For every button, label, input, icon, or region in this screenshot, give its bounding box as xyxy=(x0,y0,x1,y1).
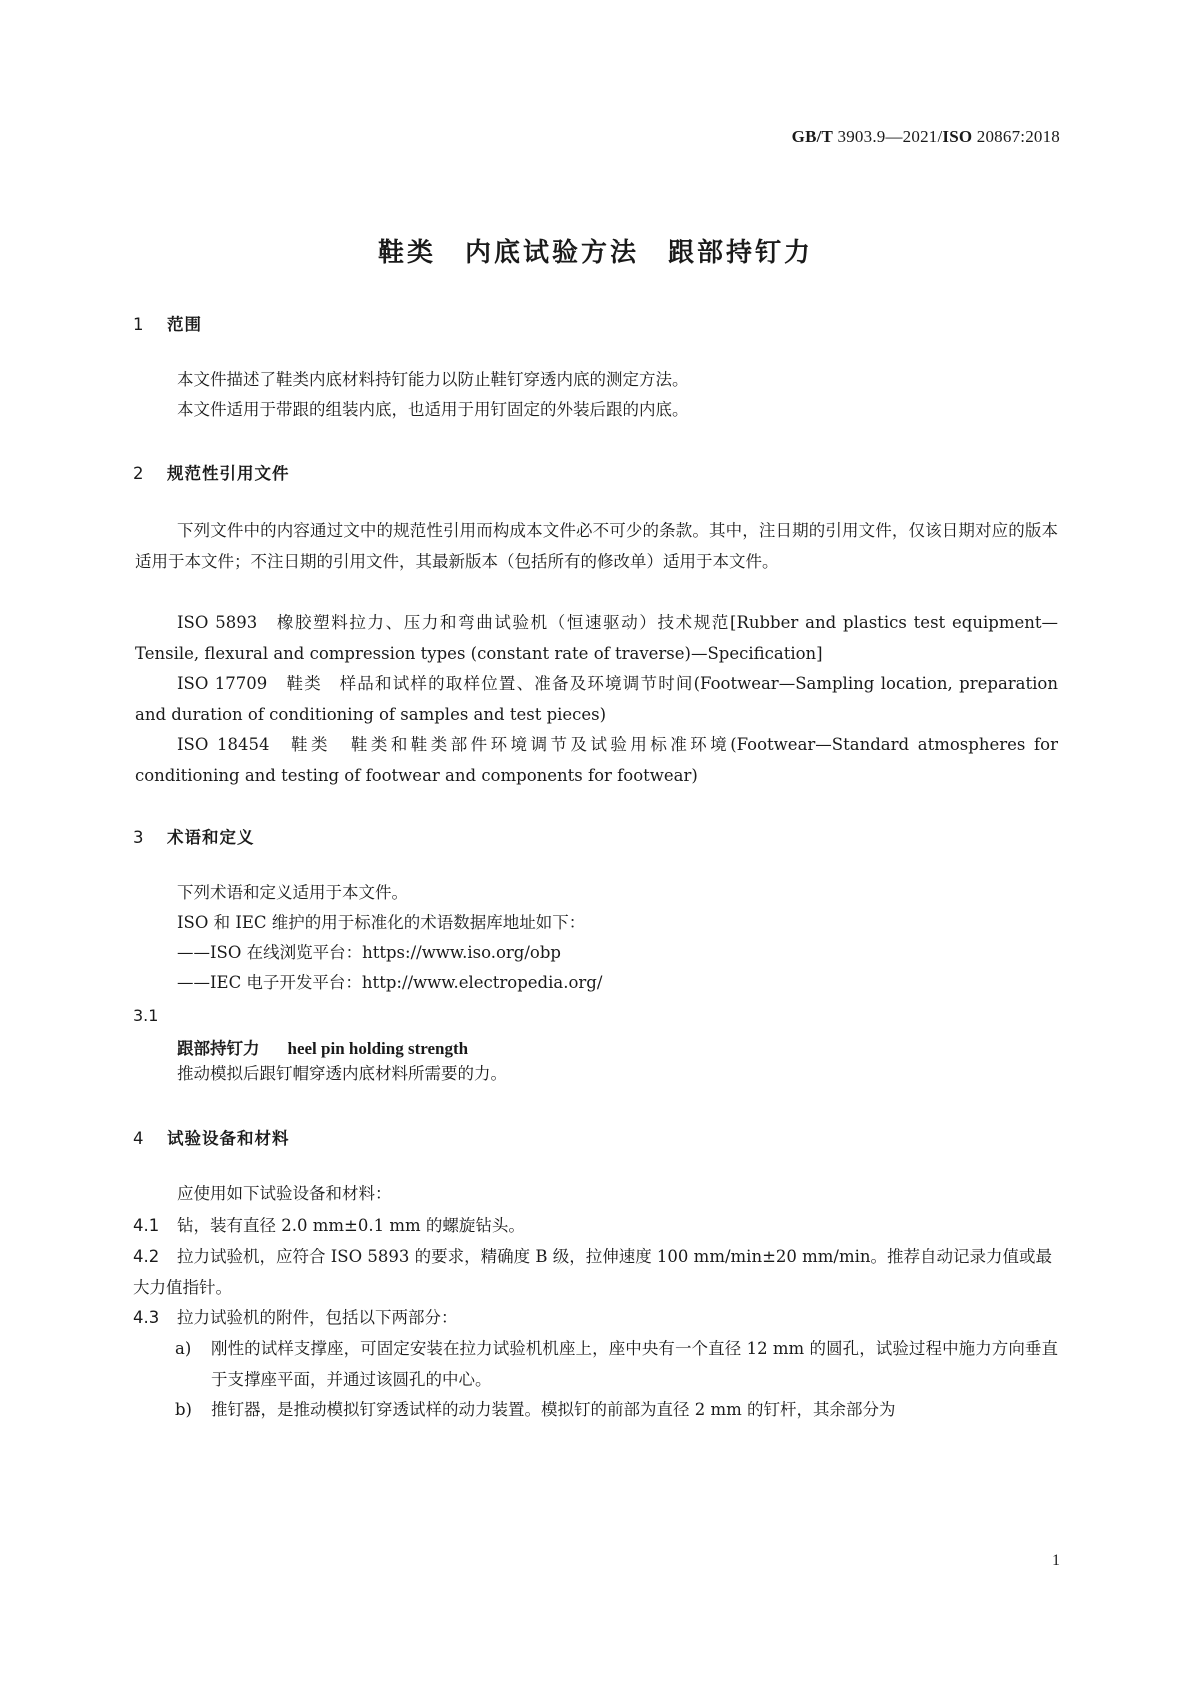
standard-code xyxy=(792,127,1060,147)
list-item xyxy=(175,1394,1058,1425)
section-1-paragraph-1: 本文件描述了鞋类内底材料持钉能力以防止鞋钉穿透内底的测定方法。 xyxy=(177,370,689,389)
page-number: 1 xyxy=(1052,1552,1060,1569)
item-number: 4.1 xyxy=(133,1216,160,1235)
reference-code: ISO 17709 xyxy=(177,674,268,693)
std-prefix: GB/T xyxy=(791,127,834,146)
item-text: 拉力试验机，应符合 ISO 5893 的要求，精确度 B 级，拉伸速度 100 mm/min±20 mm/min。推荐自动记录力值或最大力值指针。 xyxy=(133,1247,1053,1297)
section-title: 规范性引用文件 xyxy=(167,464,290,483)
std-tail: 20867:2018 xyxy=(976,127,1060,146)
iec-electropedia-link-line: ——IEC 电子开发平台：http://www.electropedia.org/ xyxy=(177,973,603,992)
reference-text: 橡胶塑料拉力、压力和弯曲试验机（恒速驱动）技术规范[Rubber and plastics test equipment—Tensile, flexural and compression types (constant rate of traverse)—Specification] xyxy=(135,613,1058,663)
item-text: 拉力试验机的附件，包括以下两部分： xyxy=(177,1308,458,1327)
reference-code: ISO 18454 xyxy=(177,735,270,754)
section-3-paragraph-2: ISO 和 IEC 维护的用于标准化的术语数据库地址如下： xyxy=(177,913,586,932)
section-2-heading xyxy=(133,460,290,484)
section-number: 4 xyxy=(133,1129,145,1148)
item-number: 4.3 xyxy=(133,1308,160,1327)
section-title: 试验设备和材料 xyxy=(167,1129,290,1148)
term-definition: 推动模拟后跟钉帽穿透内底材料所需要的力。 xyxy=(177,1064,507,1083)
reference-text: 鞋类 样品和试样的取样位置、准备及环境调节时间(Footwear—Sampling location, preparation and duration of conditioning of samples and test pieces) xyxy=(135,674,1058,724)
equipment-item xyxy=(133,1210,1058,1241)
section-number: 3 xyxy=(133,828,145,847)
section-2-intro: 下列文件中的内容通过文中的规范性引用而构成本文件必不可少的条款。其中，注日期的引用文件，仅该日期对应的版本适用于本文件；不注日期的引用文件，其最新版本（包括所有的修改单）适用于本文件。 xyxy=(135,521,1058,571)
section-number: 2 xyxy=(133,464,145,483)
reference-entry xyxy=(135,729,1058,791)
equipment-item xyxy=(133,1302,1058,1333)
term-entry xyxy=(177,1035,468,1059)
list-label: a) xyxy=(175,1339,192,1358)
section-1-heading xyxy=(133,311,202,335)
reference-entry xyxy=(135,607,1058,669)
section-3-heading xyxy=(133,824,255,848)
section-number: 1 xyxy=(133,315,145,334)
std-iso: ISO xyxy=(942,127,973,146)
item-number: 4.2 xyxy=(133,1247,160,1266)
term-chinese: 跟部持钉力 xyxy=(177,1039,260,1058)
reference-text: 鞋类 鞋类和鞋类部件环境调节及试验用标准环境(Footwear—Standard atmospheres for conditioning and testing of footwear and components for footwear) xyxy=(135,735,1058,785)
section-title: 术语和定义 xyxy=(167,828,255,847)
list-text: 刚性的试样支撑座，可固定安装在拉力试验机机座上，座中央有一个直径 12 mm 的圆孔，试验过程中施力方向垂直于支撑座平面，并通过该圆孔的中心。 xyxy=(211,1339,1058,1389)
item-text: 钻，装有直径 2.0 mm±0.1 mm 的螺旋钻头。 xyxy=(177,1216,525,1235)
section-4-heading xyxy=(133,1125,290,1149)
list-item xyxy=(175,1333,1058,1395)
iso-obp-link-line: ——ISO 在线浏览平台：https://www.iso.org/obp xyxy=(177,943,561,962)
section-4-intro: 应使用如下试验设备和材料： xyxy=(177,1184,392,1203)
term-number: 3.1 xyxy=(133,1006,159,1025)
std-mid: 3903.9—2021/ xyxy=(837,127,943,146)
section-3-paragraph-1: 下列术语和定义适用于本文件。 xyxy=(177,883,408,902)
list-label: b) xyxy=(175,1400,192,1419)
list-text: 推钉器，是推动模拟钉穿透试样的动力装置。模拟钉的前部为直径 2 mm 的钉杆，其余部分为 xyxy=(211,1400,896,1419)
section-1-paragraph-2: 本文件适用于带跟的组装内底，也适用于用钉固定的外装后跟的内底。 xyxy=(177,400,689,419)
reference-code: ISO 5893 xyxy=(177,613,258,632)
reference-entry xyxy=(135,668,1058,730)
section-title: 范围 xyxy=(167,315,202,334)
document-title: 鞋类 内底试验方法 跟部持钉力 xyxy=(377,238,813,268)
equipment-item xyxy=(133,1241,1058,1303)
term-english: heel pin holding strength xyxy=(287,1039,469,1058)
